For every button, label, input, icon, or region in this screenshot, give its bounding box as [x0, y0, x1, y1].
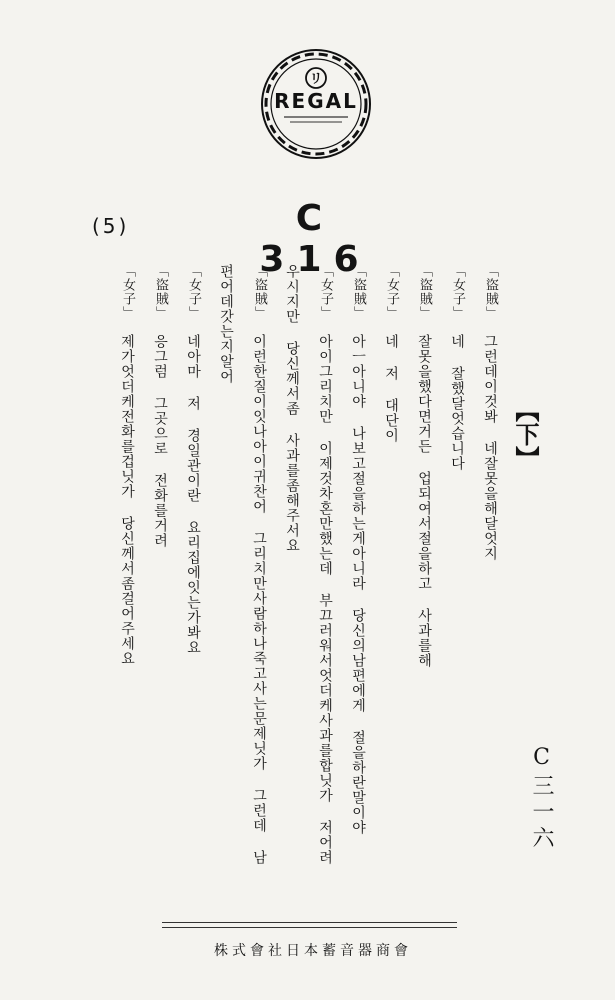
publisher-name: 株式會社日本蓄音器商會: [214, 943, 412, 959]
lyric-text: 아이그리치만 이제것차혼만했는데 부끄러워서엇더케사과를합닛가 저어려: [317, 334, 333, 865]
lyric-line: [269, 264, 302, 884]
footer-rule: [162, 922, 457, 928]
lyric-text: 네 저 대단이: [383, 334, 399, 443]
lyric-text: 네아마 저 경일관이란 요리집에잇는가봐요: [185, 334, 201, 655]
logo-emblem: リ: [309, 72, 323, 87]
lyric-text: 이런한질이잇나아이귀찬어 그리치만사람하나죽고사는문제닛가 그런데 남: [251, 334, 267, 865]
lyric-line: [203, 264, 236, 884]
speaker-tag: 「盜賊」: [417, 264, 432, 320]
lyric-line: [467, 264, 500, 884]
lyric-text: 편어데갓는지알어: [218, 264, 234, 384]
lyric-line: [170, 264, 203, 884]
lyric-text: 제가엇더케전화를겁닛가 당신께서좀걸어주세요: [119, 334, 135, 666]
catalog-number: C 316: [259, 198, 371, 280]
lyric-text: 우시지만 당신께서좀 사과를좀해주서요: [284, 264, 300, 553]
speaker-tag: 「女子」: [120, 264, 135, 320]
lyric-line: [302, 264, 335, 884]
lyric-line: [137, 264, 170, 884]
speaker-tag: 「女子」: [384, 264, 399, 320]
lyrics-text: [70, 264, 500, 884]
speaker-tag: 「女子」: [186, 264, 201, 320]
speaker-tag: 「盜賊」: [252, 264, 267, 320]
lyric-line: [434, 264, 467, 884]
side-catalog-code: C三一六: [529, 745, 554, 852]
part-label: (5): [92, 214, 130, 238]
speaker-tag: 「女子」: [318, 264, 333, 320]
speaker-tag: 「女子」: [450, 264, 465, 320]
lyric-text: 잘못을했다면거든 업되여서절을하고 사과를해: [416, 334, 432, 668]
lyric-text: 그런데이것봐 네잘못을해달엇지: [482, 334, 498, 561]
lyric-line: [368, 264, 401, 884]
speaker-tag: 「盜賊」: [351, 264, 366, 320]
lyric-text: 응그럼 그곳으로 전화를거려: [152, 334, 168, 548]
speaker-tag: 「盜賊」: [483, 264, 498, 320]
lyric-line: [236, 264, 269, 884]
section-label: 【下】: [511, 398, 539, 470]
lyric-line: [401, 264, 434, 884]
speaker-tag: 「盜賊」: [153, 264, 168, 320]
lyric-line: [104, 264, 137, 884]
lyric-text: 네 잘했달엇습니다: [449, 334, 465, 471]
lyric-line: [335, 264, 368, 884]
lyric-text: 아ㅡ아니야 나보고절을하는게아니라 당신의남편에게 절을하란말이야: [350, 334, 366, 835]
logo-wordmark: REGAL: [274, 89, 358, 113]
regal-logo: [260, 48, 372, 160]
